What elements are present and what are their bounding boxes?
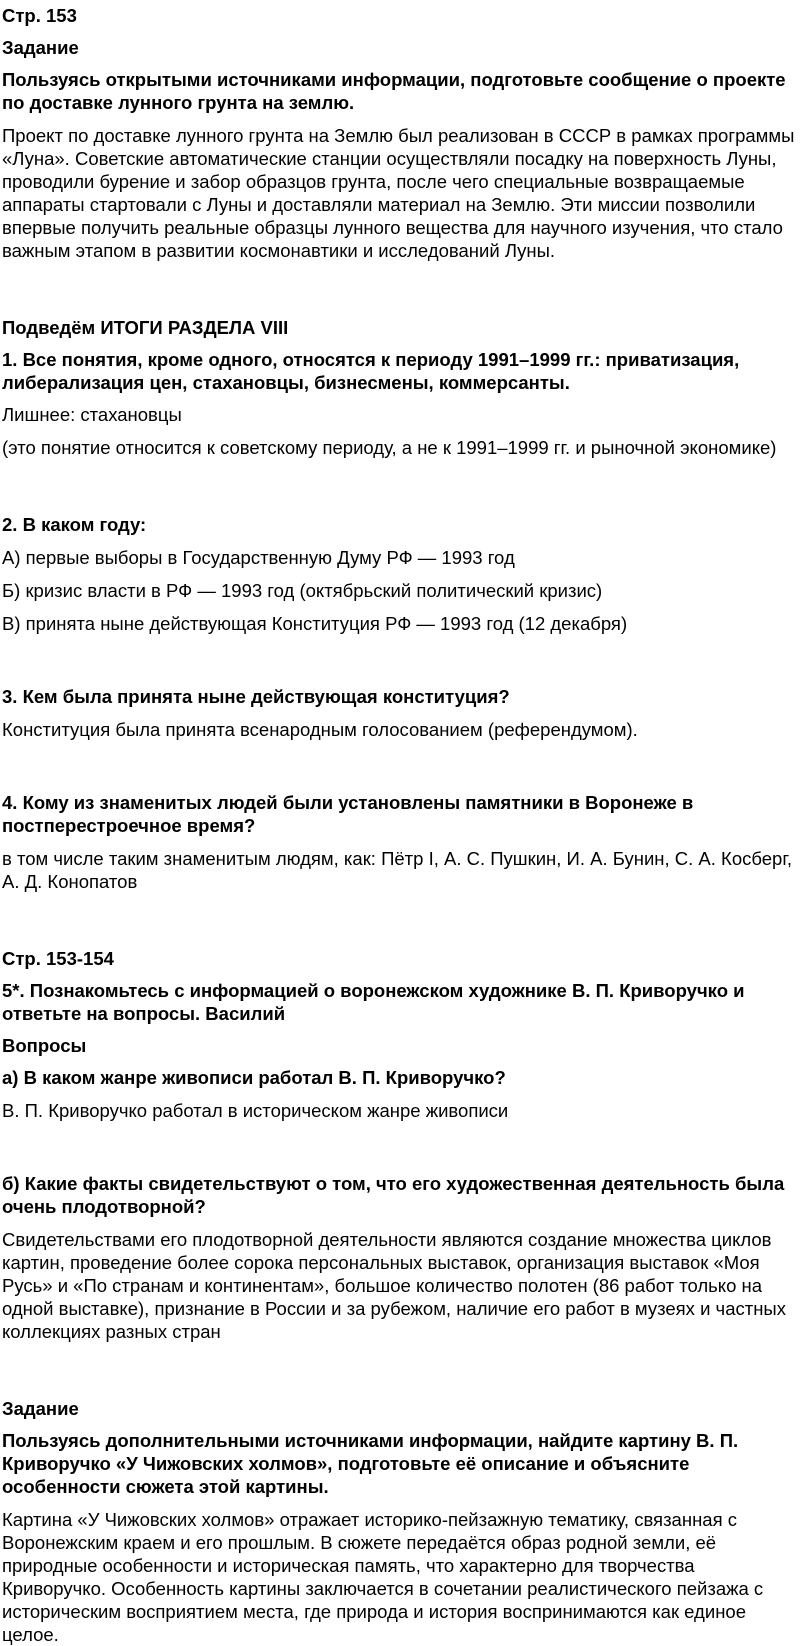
question-2: 2. В каком году: xyxy=(2,514,147,535)
question-5: 5*. Познакомьтесь с информацией о воронежском художнике В. П. Криворучко и ответьте на вопросы. Василий xyxy=(2,980,745,1024)
answer-1-note: (это понятие относится к советскому периоду, а не к 1991–1999 гг. и рыночной экономике) xyxy=(2,437,777,458)
task-question-moon-soil: Пользуясь открытыми источниками информации, подготовьте сообщение о проекте по доставке лунного грунта на землю. xyxy=(2,69,786,113)
task-heading-2: Задание xyxy=(2,1398,79,1419)
answer-2-b: Б) кризис власти в РФ — 1993 год (октябрьский политический кризис) xyxy=(2,580,603,601)
section-summary-heading: Подведём ИТОГИ РАЗДЕЛА VIII xyxy=(2,317,289,338)
answer-4: в том числе таким знаменитым людям, как: Пётр I, А. С. Пушкин, И. А. Бунин, С. А. Косберг, А. Д. Конопатов xyxy=(2,848,792,892)
task-answer-moon-soil: Проект по доставке лунного грунта на Землю был реализован в СССР в рамках программы «Луна». Советские автоматические станции осуществляли посадку на поверхность Луны, проводили бурение и забор образцов грунта, после чего специальные возвращаемые аппараты стартовали с Луны и доставляли материал на Землю. Эти миссии позволили впервые получить реальные образцы лунного вещества для научного изучения, что стало важным этапом в развитии космонавтики и исследований Луны. xyxy=(2,125,795,261)
question-1: 1. Все понятия, кроме одного, относятся к периоду 1991–1999 гг.: приватизация, либерализация цен, стахановцы, бизнесмены, коммерсанты. xyxy=(2,349,740,393)
page-number-153-154: Стр. 153-154 xyxy=(2,948,114,969)
answer-5a: В. П. Криворучко работал в историческом жанре живописи xyxy=(2,1100,509,1121)
questions-heading: Вопросы xyxy=(2,1035,87,1056)
task-answer-painting: Картина «У Чижовских холмов» отражает историко-пейзажную тематику, связанная с Воронежским краем и его прошлым. В сюжете передаётся образ родной земли, её природные особенности и историческая память, что характерно для творчества Криворучко. Особенность картины заключается в сочетании реалистического пейзажа с историческим восприятием места, где природа и история воспринимаются как единое целое. xyxy=(2,1509,764,1645)
answer-2-c: В) принята ныне действующая Конституция РФ — 1993 год (12 декабря) xyxy=(2,613,628,634)
answer-1: Лишнее: стахановцы xyxy=(2,404,182,425)
page-number-153: Стр. 153 xyxy=(2,5,77,26)
question-3: 3. Кем была принята ныне действующая конституция? xyxy=(2,686,510,707)
answer-3: Конституция была принята всенародным голосованием (референдумом). xyxy=(2,719,638,740)
question-5a: а) В каком жанре живописи работал В. П. Криворучко? xyxy=(2,1067,506,1088)
question-4: 4. Кому из знаменитых людей были установлены памятники в Воронеже в постперестроечное время? xyxy=(2,792,694,836)
answer-5b: Свидетельствами его плодотворной деятельности являются создание множества циклов картин, проведение более сорока персональных выставок, организация выставок «Моя Русь» и «По странам и континентам», большое количество полотен (86 работ только на одной выставке), признание в России и за рубежом, наличие его работ в музеях и частных коллекциях разных стран xyxy=(2,1229,786,1342)
answer-2-a: А) первые выборы в Государственную Думу РФ — 1993 год xyxy=(2,547,515,568)
task-question-painting: Пользуясь дополнительными источниками информации, найдите картину В. П. Криворучко «У Чижовских холмов», подготовьте её описание и объясните особенности сюжета этой картины. xyxy=(2,1430,739,1497)
question-5b: б) Какие факты свидетельствуют о том, что его художественная деятельность была очень плодотворной? xyxy=(2,1173,785,1217)
task-heading: Задание xyxy=(2,37,79,58)
